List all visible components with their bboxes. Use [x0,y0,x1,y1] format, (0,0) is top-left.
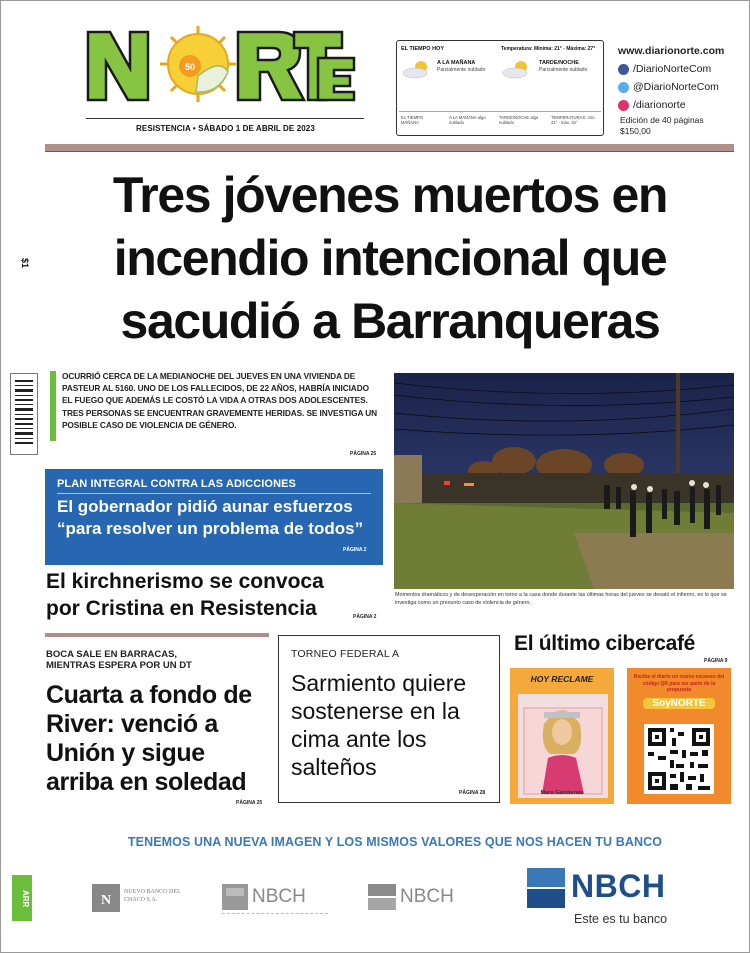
nbch-brand-text: NBCH [571,868,666,904]
nbch-transition-icon [368,884,396,910]
ad-headline: TENEMOS UNA NUEVA IMAGEN Y LOS MISMOS VALORES QUE NOS HACEN TU BANCO [127,835,663,849]
nbch-tagline: Este es tu banco [574,912,668,926]
instagram-link[interactable] [618,96,748,114]
instagram-text: /diarionorte [633,99,686,111]
page-ref: PÁGINA 2 [343,547,367,553]
twitter-text: @DiarioNorteCom [633,81,719,93]
twitter-icon [618,82,629,93]
headline-line: sacudió a Barranqueras [120,293,660,349]
partly-cloudy-icon [501,59,535,79]
edition-price: $150,00 [620,126,651,136]
night-scene-image [394,373,734,589]
bluebox-title-line: “para resolver un problema de todos” [57,519,364,538]
weather-morning-text: Parcialmente nublado [437,67,486,73]
nbch-mid-text: NBCH [252,886,306,907]
bluebox-rule [57,493,371,494]
boca-kicker [46,649,266,671]
facebook-text: /DiarioNorteCom [633,63,712,75]
side-barcode-box [10,373,38,455]
svg-text:50: 50 [184,62,196,72]
nbch-mid-text: NBCH [400,886,454,907]
instagram-icon [618,100,629,111]
kirch-line: El kirchnerismo se convoca [46,570,324,593]
page-ref: PÁGINA 25 [350,451,377,457]
boca-kicker-line: BOCA SALE EN BARRACAS, [46,649,178,660]
nbch-transition-logo-1 [222,882,328,914]
boca-headline[interactable]: Cuarta a fondo de River: venció a Unión y sigue arriba en soledad [46,681,252,796]
edition-pages: Edición de 40 páginas [620,115,704,125]
svg-text:N: N [100,893,112,908]
weather-title: EL TIEMPO HOY [401,46,444,52]
side-price-mark: $1 [20,258,30,269]
old-bank-name: NUEVO BANCO DEL CHACO S.A. [124,889,181,903]
cibercafe-headline[interactable]: El último cibercafé [514,632,696,655]
card1-title: HOY RECLAME [530,674,594,684]
weather-temps: Temperatura: Mínima: 21° - Máxima: 27° [501,46,596,52]
headline-line: incendio intencional que [113,230,667,286]
bluebox-title-line: El gobernador pidió aunar esfuerzos [57,497,353,516]
main-headline[interactable] [40,164,740,353]
weather-box [396,40,604,136]
weather-cell: TARDE/NOCHE algo nublado [499,115,539,125]
lede-text: OCURRIÓ CERCA DE LA MEDIANOCHE DEL JUEVES EN UNA VIVIENDA DE PASTEUR AL 5160. UNO DE LOS FALLECIDOS, DE 22 AÑOS, HABRÍA INICIADO EL FUEGO QUE ADEMÁS LE COSTÓ LA VIDA A OTRAS DOS ADOLESCENTES. TRES PERSONAS SE ENCUENTRAN GRAVEMENTE HERIDAS. SE INVESTIGA UN POSIBLE CASO DE VIOLENCIA DE GÉNERO. [62,371,378,430]
card2-brand: SoyNORTE [643,698,715,709]
nbch-new-logo[interactable] [527,866,687,912]
kirch-line: por Cristina en Resistencia [46,597,317,620]
page-ref: PÁGINA 28 [459,790,486,796]
website-text: www.diarionorte.com [618,45,725,57]
photo-caption: Momentos dramáticos y de desesperación en torno a la casa donde durante las últimas horas del jueves se desató el infierno, en lo que se investiga como un presunto caso de violencia de género. [395,592,727,606]
partly-cloudy-icon [401,59,435,79]
headline-line: Tres jóvenes muertos en [112,167,668,223]
portrait-image [518,694,608,798]
nbch-logo-icon [527,868,565,908]
news-photo[interactable] [394,373,734,589]
sarmiento-kicker: TORNEO FEDERAL A [291,648,400,660]
date-line: RESISTENCIA • SÁBADO 1 DE ABRIL DE 2023 [136,124,315,133]
adicciones-story[interactable] [45,469,383,565]
card1-name: Mara Gamberale [540,790,584,796]
social-links [618,42,748,114]
facebook-link[interactable] [618,60,748,78]
nbch-old-icon [92,884,120,912]
twitter-link[interactable] [618,78,748,96]
masthead-bar [45,144,734,152]
page-ref: PÁGINA 25 [236,800,263,806]
nbch-transition-logo-2 [368,882,478,914]
weather-afternoon-label: TARDE/NOCHE [539,60,579,66]
bluebox-kicker: PLAN INTEGRAL CONTRA LAS ADICCIONES [57,478,296,490]
card2-text: Recibe el diario un nuevo escaneo del código QR para ser parte de la propuesta [633,674,725,693]
side-arr-tag: ARR [12,875,32,921]
old-bank-logo [92,880,192,916]
edition-info [620,115,704,137]
kirchnerismo-story[interactable] [46,568,386,622]
nbch-transition-icon [222,884,248,910]
weather-divider [399,111,601,112]
weather-cell: A LA MAÑANA algo nublado [449,115,486,125]
promo-card-reclame[interactable] [510,668,614,804]
weather-cell: EL TIEMPO MAÑANA [401,115,424,125]
weather-morning-label: A LA MAÑANA [437,60,476,66]
page-ref: PÁGINA 9 [704,658,728,664]
section-bar [45,633,269,637]
sarmiento-headline: Sarmiento quiere sostenerse en la cima ante los salteños [291,670,467,780]
weather-afternoon-text: Parcialmente nublado [539,67,588,73]
facebook-icon [618,64,629,75]
qr-code-icon [644,724,714,794]
date-rule [86,118,364,119]
promo-card-qr[interactable] [627,668,731,804]
boca-kicker-line: MIENTRAS ESPERA POR UN DT [46,660,192,671]
sarmiento-story[interactable] [278,635,500,803]
norte-logo[interactable] [86,22,358,108]
weather-cell: TEMPERATURAS: mín. 21° - máx. 32° [551,115,596,125]
lede-accent-bar [50,371,56,441]
website-link[interactable] [618,42,748,60]
page-ref: PÁGINA 2 [353,614,377,620]
bluebox-title [57,496,382,540]
barcode-icon [13,376,35,452]
